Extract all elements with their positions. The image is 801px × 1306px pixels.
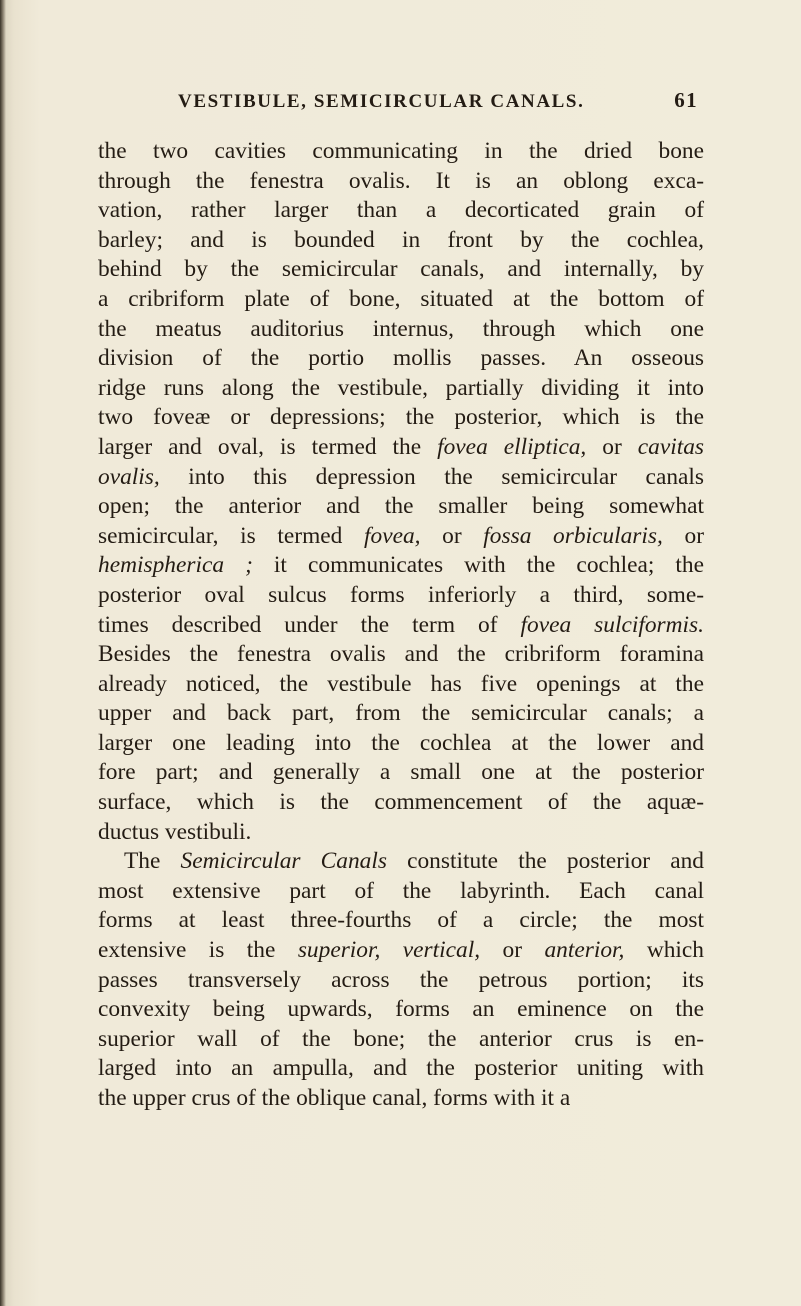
text-line bbox=[98, 640, 704, 670]
text-run: the upper crus of the oblique canal, forms with it a bbox=[98, 1085, 571, 1111]
text-run: forms at least three-fourths of a circle; the most bbox=[98, 907, 704, 934]
text-line bbox=[98, 167, 704, 197]
text-line bbox=[98, 758, 704, 788]
text-run: superior wall of the bone; the anterior crus is en- bbox=[98, 1025, 704, 1052]
text-line bbox=[98, 788, 704, 818]
text-run: already noticed, the vestibule has five openings at the bbox=[98, 670, 704, 697]
italic-term: fossa orbicularis, bbox=[483, 522, 663, 549]
text-run: it communicates with the cochlea; the bbox=[252, 552, 704, 579]
text-line bbox=[98, 463, 704, 493]
italic-term: ovalis, bbox=[98, 463, 160, 490]
running-head bbox=[178, 88, 698, 113]
text-run: division of the portio mollis passes. An osseous bbox=[98, 345, 704, 372]
page-number: 61 bbox=[674, 88, 698, 112]
italic-term: fovea sulciformis. bbox=[520, 611, 704, 638]
text-run: into this depression the semicircular canals bbox=[159, 463, 704, 490]
text-line bbox=[98, 522, 704, 552]
text-run: passes transversely across the petrous portion; its bbox=[98, 966, 704, 993]
text-run: or bbox=[586, 433, 638, 460]
text-line bbox=[98, 315, 704, 345]
text-line bbox=[98, 729, 704, 759]
text-line bbox=[98, 403, 704, 433]
text-line bbox=[98, 906, 704, 936]
text-run: the two cavities communicating in the dried bone bbox=[98, 138, 704, 164]
text-run: barley; and is bounded in front by the cochlea, bbox=[98, 226, 704, 253]
text-line bbox=[98, 995, 704, 1025]
text-run: convexity being upwards, forms an eminence on the bbox=[98, 996, 704, 1023]
paragraph-vestibule bbox=[98, 137, 704, 847]
text-run: behind by the semicircular canals, and internally, by bbox=[98, 256, 704, 283]
text-run: which bbox=[624, 937, 704, 964]
text-line bbox=[98, 285, 704, 315]
text-line bbox=[98, 936, 704, 966]
text-line bbox=[98, 1054, 704, 1084]
text-run: most extensive part of the labyrinth. Each canal bbox=[98, 877, 704, 904]
italic-term: hemispherica ; bbox=[98, 552, 253, 579]
text-run: fore part; and generally a small one at the posterior bbox=[98, 759, 704, 786]
text-run: larger one leading into the cochlea at the lower and bbox=[98, 729, 704, 756]
italic-term: superior, vertical, bbox=[297, 937, 481, 964]
text-line bbox=[98, 344, 704, 374]
text-line bbox=[98, 877, 704, 907]
text-run: larged into an ampulla, and the posterior uniting with bbox=[98, 1055, 704, 1082]
body-text bbox=[98, 137, 704, 1114]
paragraph-semicircular-canals bbox=[98, 847, 704, 1113]
text-line bbox=[98, 433, 704, 463]
italic-term: anterior, bbox=[544, 937, 625, 964]
text-run: surface, which is the commencement of the aquæ- bbox=[98, 789, 704, 816]
text-line bbox=[98, 137, 704, 167]
italic-term: fovea, bbox=[364, 522, 421, 549]
text-line bbox=[98, 255, 704, 285]
text-line bbox=[98, 670, 704, 700]
text-line bbox=[98, 581, 704, 611]
text-run: or bbox=[480, 937, 545, 964]
text-run: through the fenestra ovalis. It is an oblong exca- bbox=[98, 167, 704, 194]
text-run: the meatus auditorius internus, through which one bbox=[98, 315, 704, 342]
text-run: Besides the fenestra ovalis and the cribriform foramina bbox=[98, 641, 704, 668]
text-line bbox=[98, 1084, 704, 1114]
text-line bbox=[98, 1025, 704, 1055]
text-line bbox=[98, 551, 704, 581]
text-run: a cribriform plate of bone, situated at the bottom of bbox=[98, 285, 704, 312]
text-line bbox=[98, 966, 704, 996]
text-run: semicircular, is termed bbox=[98, 522, 364, 549]
text-run: or bbox=[420, 522, 484, 549]
text-line bbox=[98, 374, 704, 404]
text-run: ductus vestibuli. bbox=[98, 818, 252, 845]
text-line bbox=[98, 611, 704, 641]
text-run: two foveæ or depressions; the posterior, which is the bbox=[98, 404, 704, 431]
italic-term: Semicircular Canals bbox=[180, 848, 387, 875]
text-run: upper and back part, from the semicircular canals; a bbox=[98, 700, 704, 727]
text-run: times described under the term of bbox=[98, 611, 521, 638]
text-run: open; the anterior and the smaller being somewhat bbox=[98, 493, 704, 520]
text-line bbox=[98, 226, 704, 256]
page-gutter-shadow bbox=[0, 0, 6, 1306]
text-line bbox=[98, 196, 704, 226]
text-line bbox=[98, 847, 704, 877]
text-run: The bbox=[124, 848, 181, 875]
text-run: ridge runs along the vestibule, partially dividing it into bbox=[98, 374, 704, 401]
italic-term: cavitas bbox=[637, 433, 705, 460]
text-run: posterior oval sulcus forms inferiorly a third, some- bbox=[98, 581, 704, 608]
text-run: larger and oval, is termed the bbox=[98, 433, 438, 460]
text-run: vation, rather larger than a decorticated grain of bbox=[98, 197, 704, 224]
chapter-title: VESTIBULE, SEMICIRCULAR CANALS. bbox=[178, 91, 585, 112]
text-run: constitute the posterior and bbox=[386, 848, 704, 875]
text-line bbox=[98, 818, 704, 848]
italic-term: fovea elliptica, bbox=[437, 433, 587, 460]
text-run: or bbox=[662, 522, 704, 549]
text-run: extensive is the bbox=[98, 937, 298, 964]
text-line bbox=[98, 492, 704, 522]
text-line bbox=[98, 699, 704, 729]
